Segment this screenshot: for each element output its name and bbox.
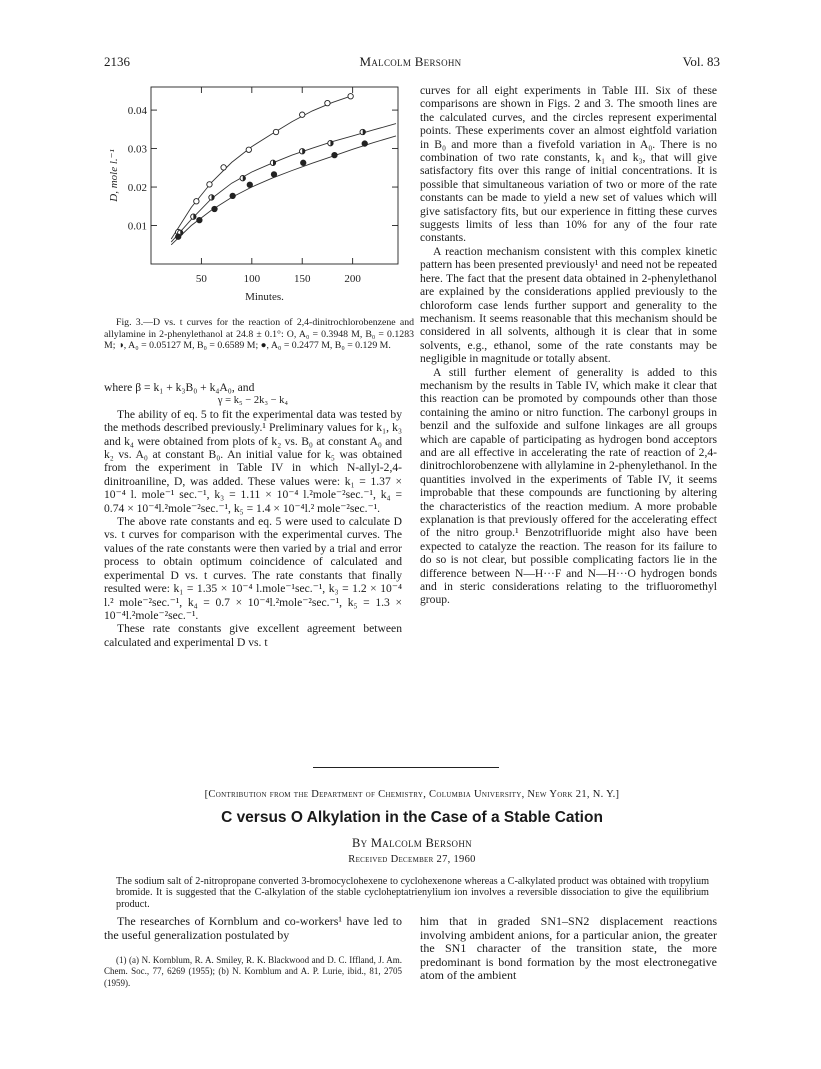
paragraph: The researches of Kornblum and co-workers¹ have led to the useful generalization postulated by [104,914,402,942]
contribution-line: [Contribution from the Department of Chemistry, Columbia University, New York 21, N. Y.] [204,789,620,800]
data-point-open [300,112,305,117]
data-point-filled [247,182,252,187]
plot-curves [171,96,396,245]
paragraph: him that in graded SN1–SN2 displacement reactions involving ambident anions, for a particular anion, the greater the SN1 character of the transition state, the more predominant is bond formation by the most electronegative atom of the ambient [420,914,717,983]
x-axis-label: Minutes. [245,291,284,303]
x-tick-label: 100 [243,273,261,285]
article-title: C versus O Alkylation in the Case of a Stable Cation [221,809,603,826]
y-tick-label: 0.04 [127,105,147,118]
data-point-filled [176,234,181,239]
x-tick-label: 150 [293,273,311,285]
paragraph: curves for all eight experiments in Table III. Six of these comparisons are shown in Figs. 2 and 3. The smooth lines are the calculated curves, and the circles represent experimental points. These experiments cover an almost eightfold variation in B₀ and more than a fivefold variation in A₀. There is no combination of two rate constants, k₁ and k₃, that will give satisfactory fits over this range of initial concentrations. It is possible that simultaneous variation of two or more of the rate constants can be made to yield a new set of values which will give satisfactory fits, but our experience in fitting these curves suggests limits of less than 10% for any of the four rate constants. [420,84,717,245]
figure-caption [104,317,414,352]
page-number: 2136 [104,54,130,69]
abstract: The sodium salt of 2-nitropropane converted 3-bromocyclohexene to cyclohexenone whereas a C-alkylated product was obtained with tropylium bromide. It is suggested that the C-alkylation of the stable cycloheptatrienylium ion involves a reversible dissociation to give the equilibrium product. [116,876,709,910]
footnote-text: (1) (a) N. Kornblum, R. A. Smiley, R. K. Blackwood and D. C. Iffland, J. Am. Chem. Soc., 77, 6269 (1955); (b) N. Kornblum and A. P. Lurie, ibid., 81, 2705 (1959). [104,955,402,988]
y-tick-label: 0.03 [127,143,147,156]
data-point-filled [212,206,217,211]
body-left [104,915,402,942]
data-point-open [348,94,353,99]
data-point-open [221,165,226,170]
left-column [104,381,402,649]
data-point-open [325,100,330,105]
data-point-open [194,199,199,204]
section-divider [313,767,499,768]
equation-where: where β = k₁ + k₃B₀ + k₄A₀, and [104,381,255,394]
figure-3 [104,80,414,310]
data-point-open [273,129,278,134]
volume-number: Vol. 83 [682,54,720,69]
x-tick-label: 50 [195,273,207,285]
equation-gamma: γ = k₅ − 2k₃ − k₄ [217,395,289,407]
paragraph: The ability of eq. 5 to fit the experimental data was tested by the methods described previously.¹ Preliminary values for k₁, k₃ and k₄ were obtained from plots of k₂ vs. B₀ at constant A₀ and k₂ vs. A₀ at constant B₀. An initial value for k₅ was obtained from the experiment in Table IV in which N-allyl-2,4-dinitroaniline, D, was added. These values were: k₁ = 1.37 × 10⁻⁴ l. mole⁻¹ sec.⁻¹, k₃ = 1.11 × 10⁻⁴ l.²mole⁻²sec.⁻¹, k₄ = 0.74 × 10⁻⁴l.²mole⁻²sec.⁻¹, k₅ = 1.4 × 10⁻⁴l.² mole⁻²sec.⁻¹. [104,407,402,515]
paragraph: The above rate constants and eq. 5 were used to calculate D vs. t curves for comparison with the experimental curves. The values of the rate constants were then varied by a trial and error process to obtain optimum coincidence of calculated and experimental D vs. t curves. The rate constants that finally resulted were: k₁ = 1.35 × 10⁻⁴ l.mole⁻¹sec.⁻¹, k₃ = 1.2 × 10⁻⁴ l.² mole⁻²sec.⁻¹, k₄ = 0.7 × 10⁻⁴l.²mole⁻²sec.⁻¹, k₅ = 1.3 × 10⁻⁴l.²mole⁻²sec.⁻¹. [104,515,402,622]
data-point-filled [271,172,276,177]
y-axis-label: D, mole l.⁻¹ [108,149,120,202]
data-point-filled [230,193,235,198]
body-right [420,915,717,983]
plot-ticks [108,87,398,303]
y-tick-label: 0.02 [127,182,147,195]
data-point-open [246,147,251,152]
paragraph: A reaction mechanism consistent with this complex kinetic pattern has been presented previously¹ and need not be repeated here. The fact that the present data obtained in 2-phenylethanol are explained by the considerations applied previously to the chloroform case lends further support and generality to the mechanism. It seems reasonable that this mechanism should be considered in all solvents, although it is clear that in some solvents, e.g., ethanol, some of the rate constants may be negligible in magnitude or totally absent. [420,244,717,366]
data-point-filled [301,160,306,165]
data-point-filled [197,217,202,222]
data-point-filled [362,141,367,146]
paragraph: A still further element of generality is added to this mechanism by the results in Table IV, which make it clear that this reaction can be promoted by compounds other than those containing the amino or nitro function. The carbonyl groups in benzil and the sulfoxide and sulfone linkages are all groups which are capable of participating as hydrogen bond acceptors and are all effective in accelerating the rate of reaction of 2,4-dinitrochlorobenzene with allylamine in 2-phenylethanol. In the quantities involved in the experiments of Table IV, it seems improbable that these compounds are functioning by altering the characteristics of the reaction medium. A more probable explanation is that previously offered for the accelerating effect of the nitro group.¹ Benzotrifluoride might also have been expected to catalyze the reaction. The reason for its failure to do so is not clear, but possible complicating factors lie in the difference between N—H···F and N—H···O hydrogen bonds and in steric considerations relating to the trifluoromethyl group. [420,365,717,607]
data-point-open [207,182,212,187]
running-title: Malcolm Bersohn [359,54,462,69]
right-column [420,84,717,607]
plot-points [176,94,368,240]
footnote [104,955,402,989]
figure-3-plot [104,80,414,310]
calculated-curve-2 [171,124,396,243]
paragraph: These rate constants give excellent agreement between calculated and experimental D vs. t [104,622,402,649]
y-tick-label: 0.01 [127,220,147,233]
byline: By Malcolm Bersohn [352,836,472,850]
data-point-filled [332,152,337,157]
figure-caption-text: Fig. 3.—D vs. t curves for the reaction of 2,4-dinitrochlorobenzene and allylamine in 2-phenylethanol at 24.8 ± 0.1°: O, A₀ = 0.3948 M, B₀ = 0.1283 M; ◑, A₀ = 0.05127 M, B₀ = 0.6589 M; ●, A₀ = 0.2477 M, B₀ = 0.129 M. [104,317,414,352]
received-date: Received December 27, 1960 [348,854,476,865]
x-tick-label: 200 [344,273,361,285]
